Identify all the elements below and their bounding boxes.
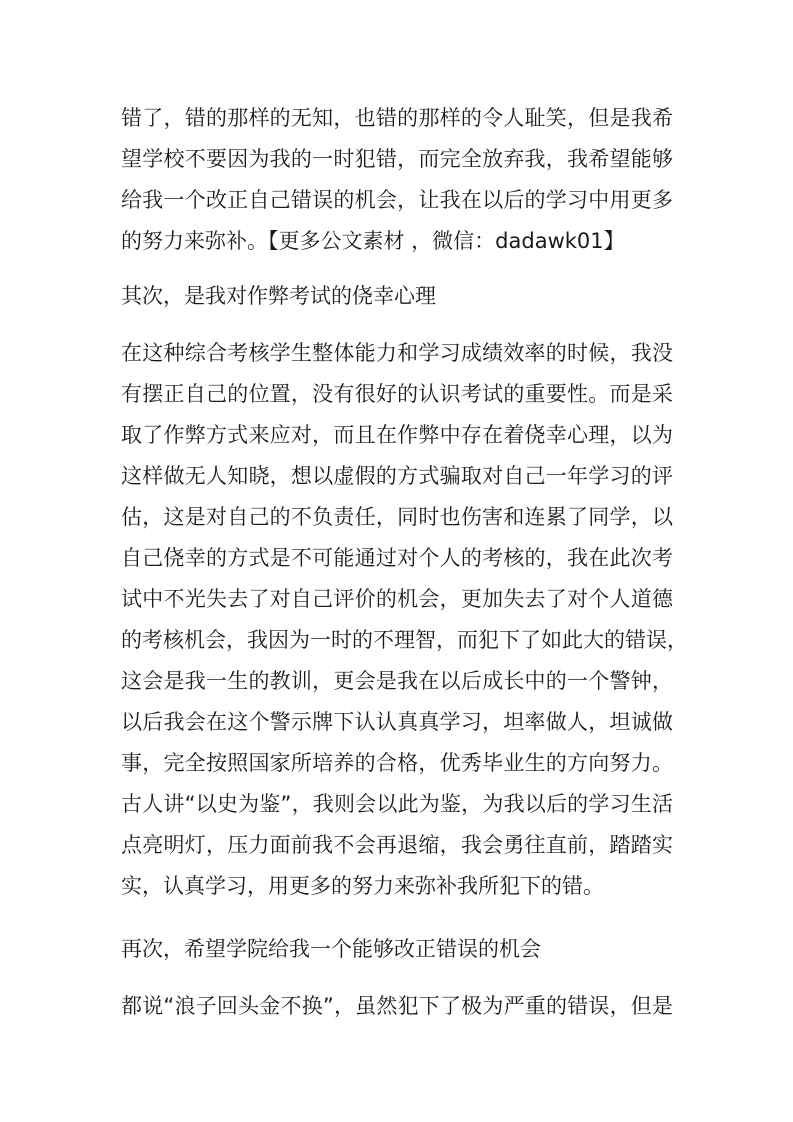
paragraph-line: 都说“浪子回头金不换”，虽然犯下了极为严重的错误，但是 [121, 994, 673, 1018]
paragraph-1 [121, 98, 673, 262]
paragraph-line: 自己侥幸的方式是不可能通过对个人的考核的，我在此次考 [121, 546, 673, 570]
paragraph-line: 实，认真学习，用更多的努力来弥补我所犯下的错。 [121, 874, 604, 898]
paragraph-line: 望学校不要因为我的一时犯错，而完全放弃我，我希望能够 [121, 147, 673, 171]
paragraph-line: 在这种综合考核学生整体能力和学习成绩效率的时候，我没 [121, 341, 673, 365]
section-heading-2: 再次，希望学院给我一个能够改正错误的机会 [121, 937, 541, 961]
paragraph-line: 取了作弊方式来应对，而且在作弊中存在着侥幸心理，以为 [121, 423, 673, 447]
paragraph-line: 这样做无人知晓，想以虚假的方式骗取对自己一年学习的评 [121, 464, 673, 488]
paragraph-2 [121, 333, 688, 907]
paragraph-line: 事，完全按照国家所培养的合格，优秀毕业生的方向努力。 [121, 751, 673, 775]
paragraph-line: 估，这是对自己的不负责任，同时也伤害和连累了同学，以 [121, 505, 673, 529]
section-heading-1: 其次，是我对作弊考试的侥幸心理 [121, 284, 436, 308]
paragraph-3 [121, 986, 673, 1027]
paragraph-line: 的考核机会，我因为一时的不理智，而犯下了如此大的错误， [121, 628, 688, 652]
paragraph-line: 有摆正自己的位置，没有很好的认识考试的重要性。而是采 [121, 382, 673, 406]
paragraph-line: 给我一个改正自己错误的机会，让我在以后的学习中用更多 [121, 188, 673, 212]
paragraph-line: 的努力来弥补。【更多公文素材 ，微信：dadawk01】 [121, 229, 625, 253]
paragraph-line: 试中不光失去了对自己评价的机会，更加失去了对个人道德 [121, 587, 673, 611]
paragraph-line: 以后我会在这个警示牌下认认真真学习，坦率做人，坦诚做 [121, 710, 673, 734]
paragraph-line: 错了，错的那样的无知，也错的那样的令人耻笑，但是我希 [121, 106, 673, 130]
paragraph-line: 这会是我一生的教训，更会是我在以后成长中的一个警钟， [121, 669, 673, 693]
paragraph-line: 点亮明灯，压力面前我不会再退缩，我会勇往直前，踏踏实 [121, 833, 673, 857]
paragraph-line: 古人讲“以史为鉴”，我则会以此为鉴，为我以后的学习生活 [121, 792, 673, 816]
